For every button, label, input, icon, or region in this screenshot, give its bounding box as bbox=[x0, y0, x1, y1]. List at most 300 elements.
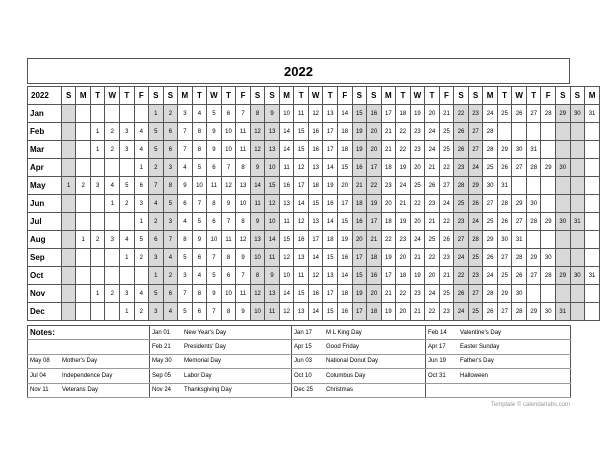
empty-cell bbox=[556, 249, 571, 267]
day-cell: 4 bbox=[134, 285, 149, 303]
day-cell: 18 bbox=[367, 303, 382, 321]
day-cell: 22 bbox=[396, 285, 411, 303]
day-cell: 18 bbox=[352, 195, 367, 213]
day-cell: 8 bbox=[236, 213, 251, 231]
day-cell: 25 bbox=[483, 159, 498, 177]
day-cell: 4 bbox=[178, 213, 193, 231]
month-label: Oct bbox=[28, 267, 62, 285]
day-cell: 18 bbox=[323, 231, 338, 249]
holiday-date: Sep 05 bbox=[152, 372, 172, 379]
day-cell: 22 bbox=[439, 213, 454, 231]
day-cell: 14 bbox=[308, 249, 323, 267]
day-cell: 14 bbox=[323, 159, 338, 177]
day-cell: 10 bbox=[279, 105, 294, 123]
day-cell: 17 bbox=[352, 249, 367, 267]
day-cell: 3 bbox=[120, 285, 135, 303]
day-cell: 22 bbox=[454, 267, 469, 285]
day-cell: 29 bbox=[512, 195, 527, 213]
day-cell: 27 bbox=[497, 249, 512, 267]
day-cell: 23 bbox=[454, 213, 469, 231]
day-cell: 26 bbox=[497, 159, 512, 177]
day-cell: 24 bbox=[439, 195, 454, 213]
day-cell: 28 bbox=[497, 195, 512, 213]
day-cell: 30 bbox=[497, 231, 512, 249]
day-cell: 29 bbox=[556, 105, 571, 123]
holiday-date: Feb 21 bbox=[152, 344, 171, 351]
day-cell: 5 bbox=[134, 231, 149, 249]
day-cell: 7 bbox=[192, 195, 207, 213]
empty-cell bbox=[61, 249, 76, 267]
empty-cell bbox=[61, 303, 76, 321]
day-cell: 11 bbox=[279, 213, 294, 231]
day-cell: 28 bbox=[541, 105, 556, 123]
day-cell: 17 bbox=[381, 105, 396, 123]
day-cell: 12 bbox=[265, 195, 280, 213]
day-cell: 2 bbox=[149, 213, 164, 231]
day-cell: 15 bbox=[308, 195, 323, 213]
day-cell: 3 bbox=[90, 177, 105, 195]
empty-cell bbox=[556, 123, 571, 141]
empty-cell bbox=[541, 231, 556, 249]
day-cell: 26 bbox=[439, 231, 454, 249]
day-cell: 11 bbox=[236, 285, 251, 303]
weekday-header: T bbox=[192, 87, 207, 105]
day-cell: 8 bbox=[163, 177, 178, 195]
empty-cell bbox=[541, 177, 556, 195]
empty-cell bbox=[570, 285, 585, 303]
holiday-entry bbox=[426, 340, 571, 354]
day-cell: 13 bbox=[236, 177, 251, 195]
empty-cell bbox=[497, 123, 512, 141]
day-cell: 24 bbox=[454, 249, 469, 267]
day-cell: 27 bbox=[512, 159, 527, 177]
day-cell: 4 bbox=[149, 195, 164, 213]
day-cell: 17 bbox=[367, 213, 382, 231]
day-cell: 17 bbox=[381, 267, 396, 285]
day-cell: 7 bbox=[149, 177, 164, 195]
empty-cell bbox=[585, 213, 600, 231]
empty-cell bbox=[570, 123, 585, 141]
day-cell: 6 bbox=[192, 249, 207, 267]
weekday-header: M bbox=[381, 87, 396, 105]
day-cell: 10 bbox=[250, 249, 265, 267]
holiday-entry bbox=[150, 383, 292, 397]
day-cell: 12 bbox=[308, 267, 323, 285]
day-cell: 9 bbox=[265, 267, 280, 285]
weekday-header: T bbox=[90, 87, 105, 105]
day-cell: 4 bbox=[105, 177, 120, 195]
weekday-header: F bbox=[541, 87, 556, 105]
holiday-entry bbox=[292, 340, 426, 354]
day-cell: 19 bbox=[410, 267, 425, 285]
month-label: Jan bbox=[28, 105, 62, 123]
day-cell: 8 bbox=[250, 267, 265, 285]
day-cell: 13 bbox=[265, 285, 280, 303]
day-cell: 11 bbox=[294, 105, 309, 123]
day-cell: 28 bbox=[512, 249, 527, 267]
day-cell: 25 bbox=[454, 195, 469, 213]
day-cell: 9 bbox=[250, 213, 265, 231]
day-cell: 1 bbox=[61, 177, 76, 195]
day-cell: 14 bbox=[279, 141, 294, 159]
day-cell: 25 bbox=[425, 231, 440, 249]
holiday-date: Oct 10 bbox=[294, 372, 312, 379]
weekday-header: W bbox=[207, 87, 222, 105]
month-label: Mar bbox=[28, 141, 62, 159]
month-row-jul bbox=[28, 213, 600, 231]
day-cell: 13 bbox=[308, 159, 323, 177]
day-cell: 24 bbox=[425, 123, 440, 141]
yearly-calendar-grid bbox=[27, 86, 600, 321]
day-cell: 15 bbox=[279, 231, 294, 249]
day-cell: 31 bbox=[585, 267, 600, 285]
day-cell: 25 bbox=[468, 249, 483, 267]
month-label: Nov bbox=[28, 285, 62, 303]
empty-cell bbox=[570, 177, 585, 195]
day-cell: 9 bbox=[207, 123, 222, 141]
day-cell: 19 bbox=[367, 195, 382, 213]
day-cell: 22 bbox=[425, 303, 440, 321]
day-cell: 22 bbox=[396, 123, 411, 141]
holiday-name: Labor Day bbox=[184, 372, 212, 379]
day-cell: 7 bbox=[207, 249, 222, 267]
day-cell: 21 bbox=[410, 303, 425, 321]
day-cell: 5 bbox=[163, 195, 178, 213]
day-cell: 30 bbox=[526, 195, 541, 213]
day-cell: 6 bbox=[207, 159, 222, 177]
day-cell: 28 bbox=[526, 159, 541, 177]
day-cell: 23 bbox=[410, 123, 425, 141]
day-cell: 10 bbox=[279, 267, 294, 285]
day-cell: 18 bbox=[396, 267, 411, 285]
day-cell: 5 bbox=[120, 177, 135, 195]
day-cell: 22 bbox=[425, 249, 440, 267]
day-cell: 24 bbox=[410, 231, 425, 249]
holiday-name: Easter Sunday bbox=[460, 344, 500, 351]
day-cell: 14 bbox=[265, 231, 280, 249]
weekday-header: S bbox=[163, 87, 178, 105]
empty-cell bbox=[90, 195, 105, 213]
day-cell: 2 bbox=[105, 123, 120, 141]
day-cell: 26 bbox=[483, 303, 498, 321]
day-cell: 11 bbox=[279, 159, 294, 177]
day-cell: 10 bbox=[221, 285, 236, 303]
day-cell: 16 bbox=[308, 123, 323, 141]
day-cell: 8 bbox=[221, 249, 236, 267]
empty-cell bbox=[90, 249, 105, 267]
day-cell: 25 bbox=[468, 303, 483, 321]
day-cell: 11 bbox=[250, 195, 265, 213]
empty-cell bbox=[570, 303, 585, 321]
day-cell: 15 bbox=[338, 213, 353, 231]
weekday-header: S bbox=[250, 87, 265, 105]
day-cell: 13 bbox=[265, 123, 280, 141]
notes-row bbox=[28, 340, 571, 354]
empty-cell bbox=[120, 213, 135, 231]
empty-cell bbox=[585, 159, 600, 177]
day-cell: 8 bbox=[207, 195, 222, 213]
day-cell: 29 bbox=[483, 231, 498, 249]
footer-credit: Template © calendarlabs.com bbox=[490, 402, 570, 408]
day-cell: 9 bbox=[236, 303, 251, 321]
day-cell: 16 bbox=[367, 267, 382, 285]
holiday-name: Memorial Day bbox=[184, 358, 222, 365]
day-cell: 20 bbox=[367, 123, 382, 141]
day-cell: 30 bbox=[570, 105, 585, 123]
day-cell: 22 bbox=[367, 177, 382, 195]
day-cell: 15 bbox=[323, 249, 338, 267]
holiday-date: Oct 31 bbox=[428, 372, 446, 379]
day-cell: 28 bbox=[526, 213, 541, 231]
empty-cell bbox=[526, 123, 541, 141]
day-cell: 15 bbox=[294, 285, 309, 303]
month-row-oct bbox=[28, 267, 600, 285]
day-cell: 3 bbox=[134, 195, 149, 213]
empty-cell bbox=[61, 231, 76, 249]
day-cell: 24 bbox=[425, 141, 440, 159]
day-cell: 14 bbox=[250, 177, 265, 195]
day-cell: 23 bbox=[439, 249, 454, 267]
day-cell: 27 bbox=[526, 267, 541, 285]
day-cell: 12 bbox=[279, 249, 294, 267]
day-cell: 12 bbox=[250, 123, 265, 141]
day-cell: 22 bbox=[396, 141, 411, 159]
day-cell: 2 bbox=[134, 303, 149, 321]
weekday-header: F bbox=[134, 87, 149, 105]
day-cell: 3 bbox=[178, 267, 193, 285]
day-cell: 14 bbox=[308, 303, 323, 321]
day-cell: 27 bbox=[497, 303, 512, 321]
day-cell: 17 bbox=[338, 195, 353, 213]
day-cell: 16 bbox=[338, 303, 353, 321]
day-cell: 15 bbox=[352, 267, 367, 285]
empty-note-cell bbox=[28, 340, 150, 354]
day-cell: 27 bbox=[468, 123, 483, 141]
day-cell: 8 bbox=[192, 123, 207, 141]
empty-cell bbox=[556, 141, 571, 159]
day-cell: 20 bbox=[396, 303, 411, 321]
empty-cell bbox=[512, 123, 527, 141]
day-cell: 4 bbox=[178, 159, 193, 177]
day-cell: 8 bbox=[192, 141, 207, 159]
holiday-date: Jul 04 bbox=[30, 372, 47, 379]
day-cell: 29 bbox=[541, 159, 556, 177]
day-cell: 18 bbox=[338, 141, 353, 159]
weekday-header: F bbox=[338, 87, 353, 105]
day-cell: 17 bbox=[352, 303, 367, 321]
day-cell: 8 bbox=[192, 285, 207, 303]
day-cell: 26 bbox=[497, 213, 512, 231]
weekday-header: T bbox=[323, 87, 338, 105]
day-cell: 2 bbox=[134, 249, 149, 267]
day-cell: 2 bbox=[105, 141, 120, 159]
empty-cell bbox=[105, 303, 120, 321]
weekday-header: M bbox=[585, 87, 600, 105]
day-cell: 8 bbox=[250, 105, 265, 123]
notes-row bbox=[28, 326, 571, 340]
day-cell: 5 bbox=[207, 267, 222, 285]
empty-cell bbox=[61, 285, 76, 303]
day-cell: 6 bbox=[178, 195, 193, 213]
day-cell: 3 bbox=[163, 159, 178, 177]
day-cell: 20 bbox=[410, 159, 425, 177]
day-cell: 26 bbox=[468, 195, 483, 213]
holiday-date: Nov 11 bbox=[30, 387, 49, 394]
day-cell: 16 bbox=[352, 159, 367, 177]
day-cell: 1 bbox=[90, 141, 105, 159]
day-cell: 6 bbox=[149, 231, 164, 249]
holiday-date: Jan 01 bbox=[152, 329, 171, 336]
weekday-header: T bbox=[526, 87, 541, 105]
empty-cell bbox=[61, 105, 76, 123]
day-cell: 10 bbox=[221, 123, 236, 141]
day-cell: 25 bbox=[439, 141, 454, 159]
day-cell: 31 bbox=[556, 303, 571, 321]
day-cell: 21 bbox=[381, 123, 396, 141]
weekday-header: S bbox=[468, 87, 483, 105]
day-cell: 23 bbox=[396, 231, 411, 249]
day-cell: 30 bbox=[556, 159, 571, 177]
notes-holidays-table bbox=[27, 325, 571, 398]
holiday-date: May 08 bbox=[30, 358, 50, 365]
day-cell: 27 bbox=[454, 231, 469, 249]
day-cell: 17 bbox=[367, 159, 382, 177]
day-cell: 22 bbox=[454, 105, 469, 123]
empty-cell bbox=[556, 231, 571, 249]
day-cell: 3 bbox=[120, 141, 135, 159]
day-cell: 28 bbox=[541, 267, 556, 285]
holiday-name: Father's Day bbox=[460, 358, 494, 365]
holiday-name: M L King Day bbox=[326, 329, 362, 336]
day-cell: 3 bbox=[105, 231, 120, 249]
empty-cell bbox=[541, 285, 556, 303]
empty-cell bbox=[76, 141, 91, 159]
day-cell: 6 bbox=[163, 285, 178, 303]
empty-cell bbox=[512, 177, 527, 195]
day-cell: 13 bbox=[250, 231, 265, 249]
empty-cell bbox=[61, 159, 76, 177]
empty-cell bbox=[570, 195, 585, 213]
day-cell: 25 bbox=[410, 177, 425, 195]
empty-cell bbox=[90, 267, 105, 285]
day-cell: 12 bbox=[294, 213, 309, 231]
day-cell: 30 bbox=[512, 285, 527, 303]
empty-cell bbox=[105, 105, 120, 123]
day-cell: 2 bbox=[149, 159, 164, 177]
empty-cell bbox=[134, 105, 149, 123]
month-row-jun bbox=[28, 195, 600, 213]
weekday-header: W bbox=[308, 87, 323, 105]
day-cell: 19 bbox=[396, 213, 411, 231]
day-cell: 8 bbox=[221, 303, 236, 321]
empty-cell bbox=[585, 195, 600, 213]
day-cell: 16 bbox=[367, 105, 382, 123]
day-cell: 29 bbox=[556, 267, 571, 285]
weekday-header: S bbox=[61, 87, 76, 105]
day-cell: 4 bbox=[192, 105, 207, 123]
empty-cell bbox=[76, 303, 91, 321]
holiday-name: Thanksgiving Day bbox=[184, 387, 232, 394]
month-label: Sep bbox=[28, 249, 62, 267]
empty-cell bbox=[61, 195, 76, 213]
holiday-date: Apr 15 bbox=[294, 344, 312, 351]
holiday-name: Presidents' Day bbox=[184, 344, 226, 351]
weekday-header: W bbox=[512, 87, 527, 105]
empty-cell bbox=[76, 285, 91, 303]
day-cell: 3 bbox=[149, 249, 164, 267]
day-cell: 17 bbox=[323, 285, 338, 303]
holiday-entry bbox=[292, 354, 426, 368]
day-cell: 24 bbox=[396, 177, 411, 195]
day-cell: 2 bbox=[76, 177, 91, 195]
empty-cell bbox=[556, 285, 571, 303]
day-cell: 7 bbox=[178, 141, 193, 159]
day-cell: 10 bbox=[250, 303, 265, 321]
day-cell: 3 bbox=[149, 303, 164, 321]
day-cell: 16 bbox=[279, 177, 294, 195]
day-cell: 20 bbox=[425, 267, 440, 285]
day-cell: 26 bbox=[483, 249, 498, 267]
empty-cell bbox=[570, 231, 585, 249]
month-label: Apr bbox=[28, 159, 62, 177]
day-cell: 23 bbox=[425, 195, 440, 213]
day-cell: 30 bbox=[541, 303, 556, 321]
weekday-header: W bbox=[410, 87, 425, 105]
weekday-header: S bbox=[367, 87, 382, 105]
day-cell: 25 bbox=[497, 105, 512, 123]
day-cell: 7 bbox=[236, 105, 251, 123]
holiday-entry bbox=[292, 369, 426, 383]
empty-cell bbox=[90, 105, 105, 123]
day-cell: 1 bbox=[90, 123, 105, 141]
day-cell: 15 bbox=[294, 141, 309, 159]
day-cell: 21 bbox=[439, 267, 454, 285]
holiday-date: Dec 25 bbox=[294, 387, 314, 394]
day-cell: 19 bbox=[410, 105, 425, 123]
holiday-date: Jun 03 bbox=[294, 358, 313, 365]
day-cell: 10 bbox=[221, 141, 236, 159]
holiday-entry bbox=[426, 354, 571, 368]
day-cell: 30 bbox=[483, 177, 498, 195]
day-cell: 27 bbox=[526, 105, 541, 123]
empty-cell bbox=[526, 285, 541, 303]
holiday-entry bbox=[292, 326, 426, 340]
empty-cell bbox=[76, 213, 91, 231]
day-cell: 9 bbox=[207, 285, 222, 303]
day-cell: 28 bbox=[483, 141, 498, 159]
day-cell: 9 bbox=[207, 141, 222, 159]
day-cell: 19 bbox=[352, 141, 367, 159]
notes-label: Notes: bbox=[28, 326, 150, 340]
empty-cell bbox=[120, 105, 135, 123]
empty-cell bbox=[134, 267, 149, 285]
notes-row bbox=[28, 369, 571, 383]
day-cell: 11 bbox=[294, 267, 309, 285]
holiday-entry bbox=[150, 326, 292, 340]
holiday-date: Apr 17 bbox=[428, 344, 446, 351]
empty-cell bbox=[76, 123, 91, 141]
empty-cell bbox=[556, 177, 571, 195]
month-row-apr bbox=[28, 159, 600, 177]
day-cell: 1 bbox=[149, 267, 164, 285]
day-cell: 3 bbox=[120, 123, 135, 141]
weekday-header: T bbox=[120, 87, 135, 105]
day-cell: 11 bbox=[236, 141, 251, 159]
empty-cell bbox=[526, 231, 541, 249]
day-cell: 22 bbox=[439, 159, 454, 177]
empty-cell bbox=[541, 195, 556, 213]
day-cell: 1 bbox=[134, 159, 149, 177]
